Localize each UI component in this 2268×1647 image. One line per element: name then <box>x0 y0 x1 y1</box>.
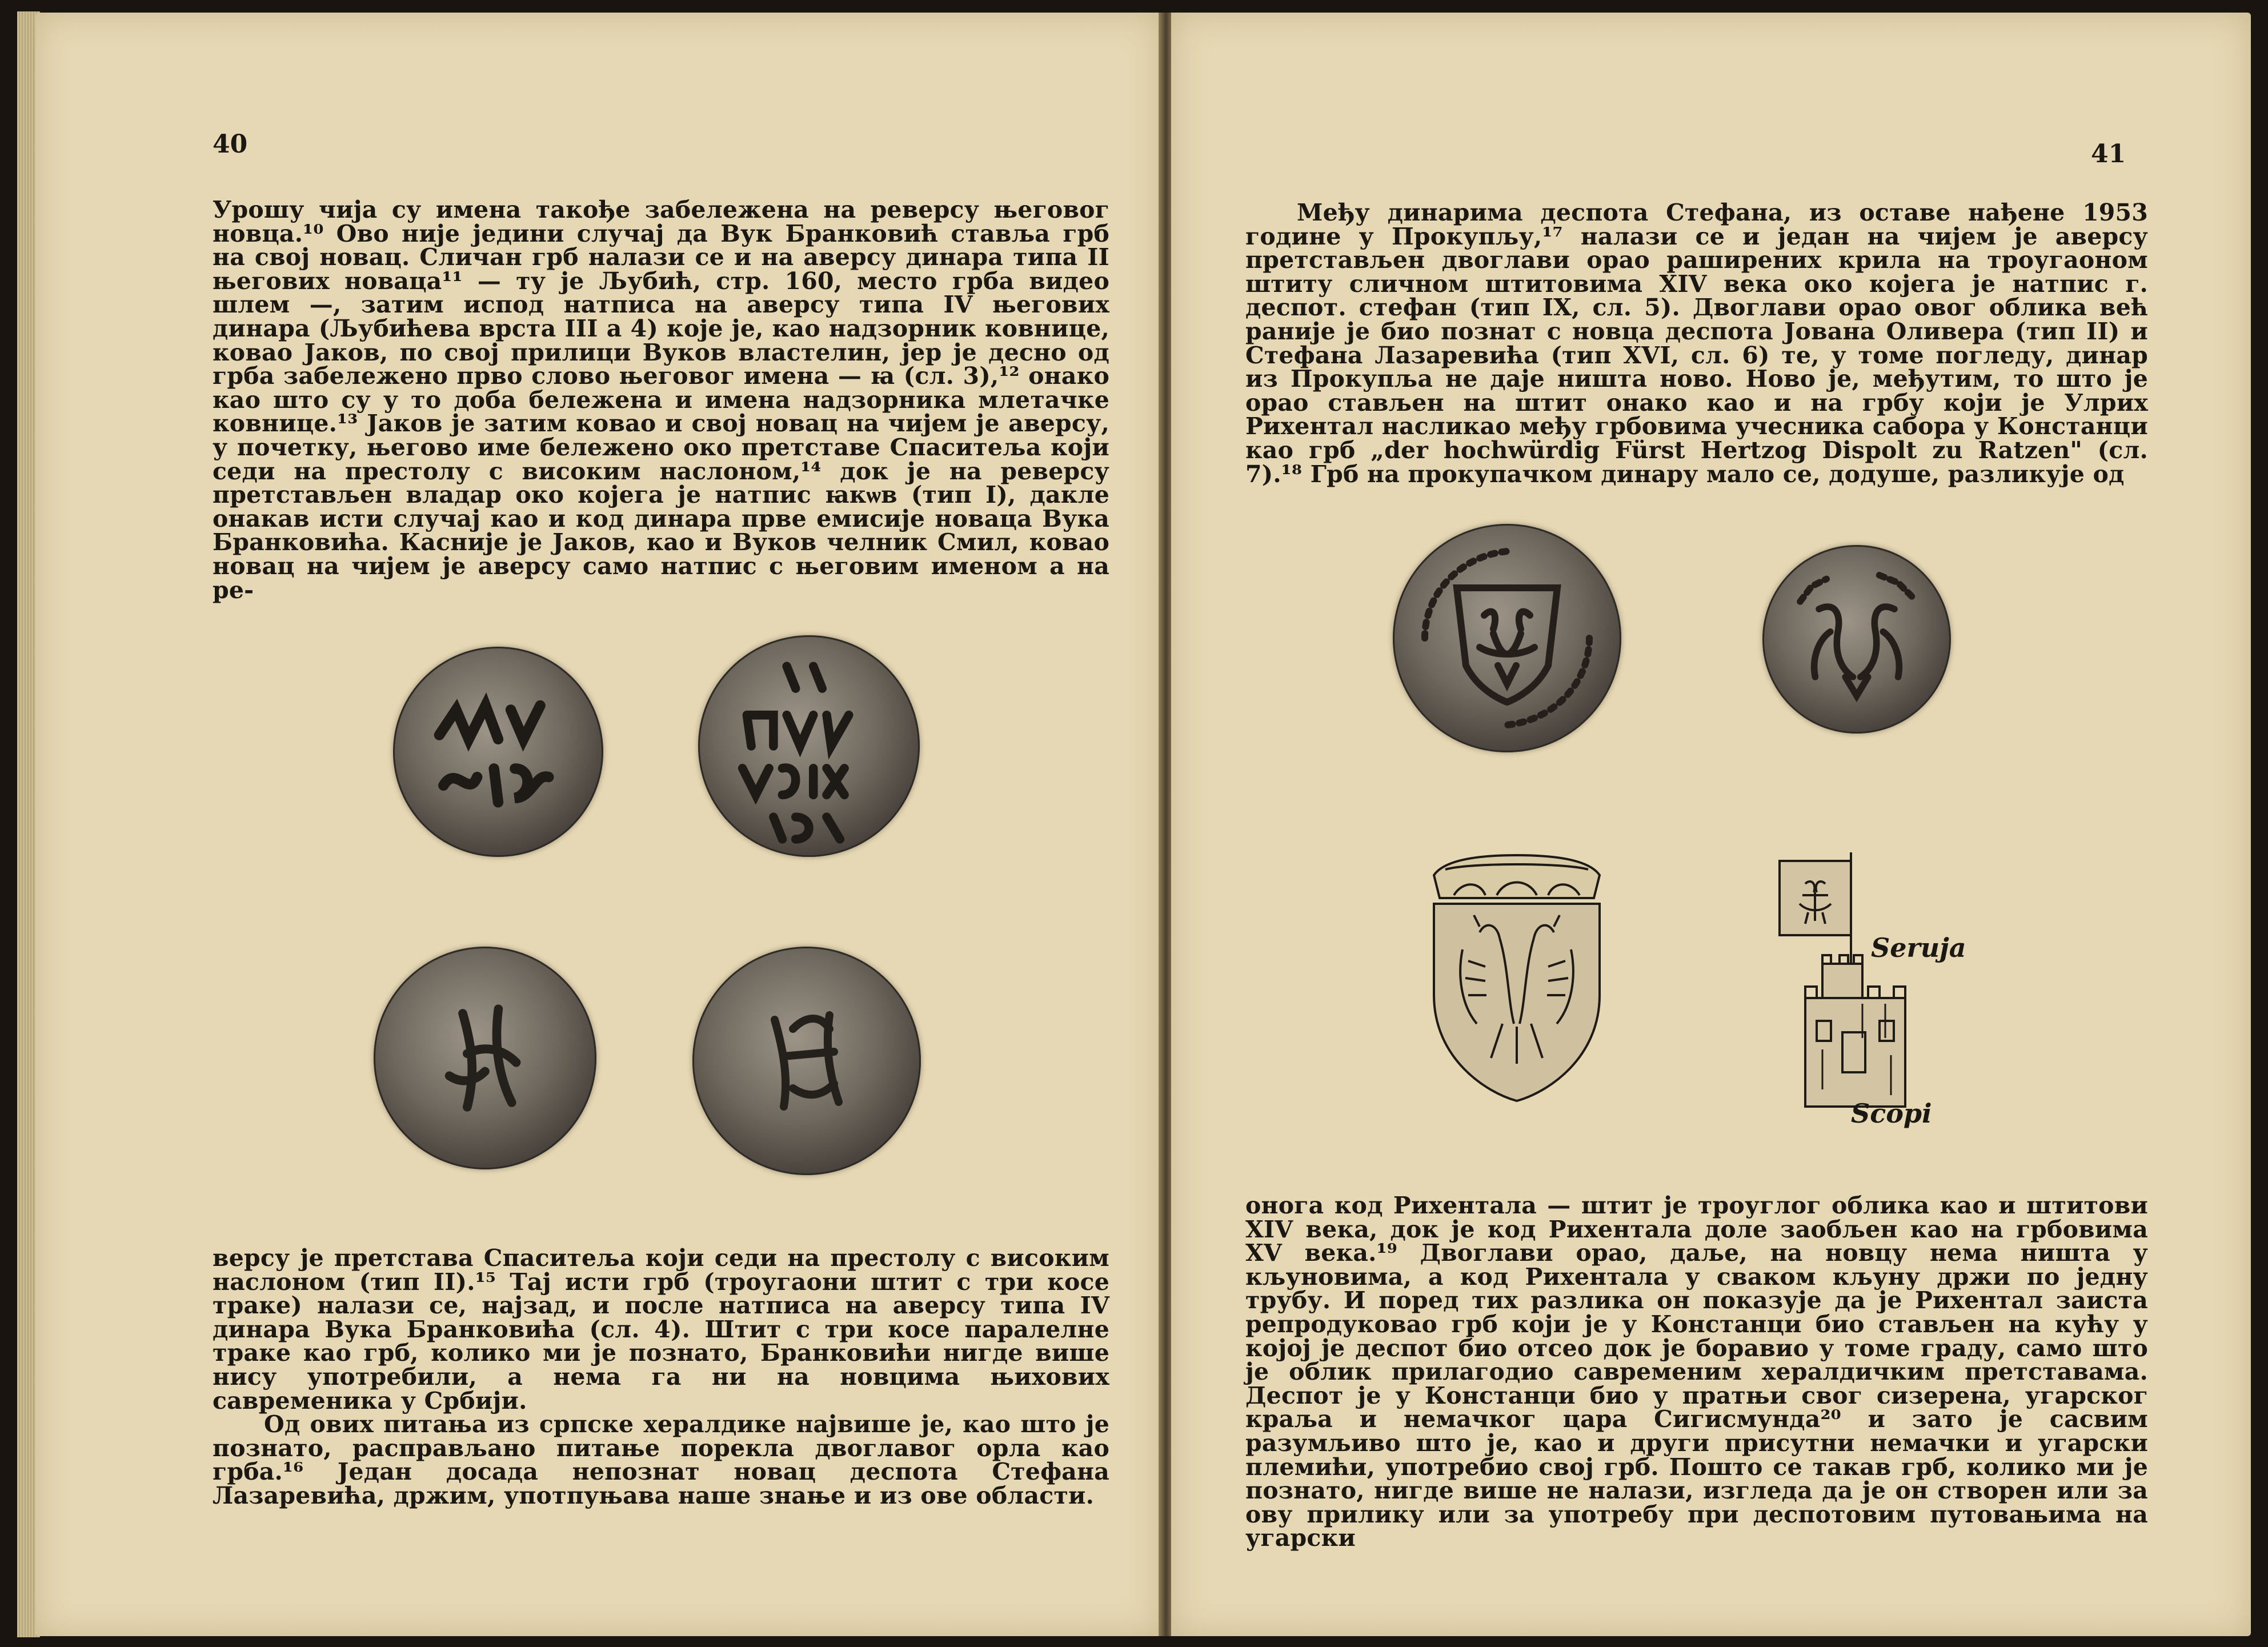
coin-1-obverse <box>393 647 603 857</box>
page-number-right: 41 <box>2091 139 2126 169</box>
coin-1-reverse <box>698 635 920 857</box>
right-paragraph-1: Међу динарима деспота Стефана, из оставе нађене 1953 године у Прокупљу,¹⁷ налази се и један на чијем је аверсу претстављен двоглави орао раширених крила на троугаоном штиту сличном штитовима XIV века око којега је натпис г. деспот. стефан (тип IX, сл. 5). Двоглави орао овог облика већ раније је био познат с новца деспота Јована Оливера (тип II) и Стефана Лазаревића (тип XVI, сл. 6) те, у томе погледу, динар из Прокупља не даје ништа ново. Ново је, међутим, то што је орао стављен на штит онако као и на грбу који је Улрих Рихентал насликао међу грбовима учесника сабора у Констанци као грб „der hochwürdig Fürst Hertzog Dispolt zu Ratzen" (сл. 7).¹⁸ Грб на прокупачком динару мало се, додуше, разликује од <box>1245 199 2148 488</box>
right-paragraph-2: онога код Рихентала — штит је троуглог облика као и штитови XIV века, док је код Рихентала доле заобљен као на грбовима XV века.¹⁹ Двоглави орао, даље, на новцу нема ништа у кљуновима, а код Рихентала у сваком кљуну држи по једну трубу. И поред тих разлика он показује да је Рихентал заиста репродуковао грб који је у Констанци био стављен на кућу у којој је деспот био отсео док је боравио у томе граду, само што је облик прилагодио савременим хералдичким претставама. Деспот је у Констанци био у пратњи свог сизерена, угарског краља и немачког цара Сигисмунда²⁰ и зато је сасвим разумљиво што је, као и други присутни немачки и угарски племићи, употребио свој грб. Пошто се такав грб, колико ми је познато, нигде више не налази, изгледа да је он створен или за ову прилику или за употребу при деспотовим путовањима на угарски <box>1245 1192 2148 1552</box>
left-paragraph-2: версу је претстава Спаситеља који седи на престолу с високим наслоном (тип II).¹⁵ Тај исти грб (троугаони штит с три косе траке) налази се, најзад, и после натписа на аверсу типа IV динара Вука Бранковића (сл. 4). Штит с три косе паралелне траке као грб, колико ми је познато, Бранковићи нигде више нису употребили, а нема га ни на новцима њихових савременика у Србији. <box>213 1244 1109 1414</box>
coin-2-obverse <box>374 947 596 1169</box>
right-text-bottom <box>1245 1194 2148 1550</box>
coin-eagle <box>1762 545 1951 734</box>
left-page <box>35 13 1161 1636</box>
coin-2-reverse <box>692 947 921 1175</box>
right-text-top <box>1245 201 2148 486</box>
left-text-top <box>213 198 1109 602</box>
flag-caption: Seruja <box>1871 932 1966 963</box>
right-page <box>1171 13 2251 1636</box>
left-paragraph-1: Урошу чија су имена такође забележена на реверсу његовог новца.¹⁰ Ово није једини случај да Вук Бранковић ставља грб на свој новац. Сличан грб налази се и на аверсу динара типа II његових новаца¹¹ — ту је Љубић, стр. 160, место грба видео шлем —, затим испод натписа на аверсу типа IV његових динара (Љубићева врста III а 4) које је, као надзорник ковнице, ковао Јаков, по свој прилици Вуков властелин, јер је десно од грба забележено прво слово његовог имена — ꙗ (сл. 3),¹² онако као што су у то доба бележена и имена надзорника млетачке ковнице.¹³ Јаков је затим ковао и свој новац на чијем је аверсу, у почетку, његово име бележено око претставе Спаситеља који седи на престолу с високим наслоном,¹⁴ док је на реверсу претстављен владар око којега је натпис ꙗкѡв (тип I), дакле онакав исти случај као и код динара прве емисије новаца Вука Бранковића. Касније је Јаков, као и Вуков челник Смил, ковао новац на чијем је аверсу само натпис с његовим именом а на ре- <box>213 196 1109 604</box>
flag-and-city-drawing <box>1748 849 1988 1135</box>
left-text-bottom <box>213 1244 1109 1509</box>
city-caption: Scopi <box>1851 1098 1932 1129</box>
page-number-left: 40 <box>213 130 248 159</box>
coin-eagle-shield <box>1393 524 1621 752</box>
left-paragraph-3: Од ових питања из српске хералдике највише је, као што је познато, расправљано питање порекла двоглавог орла као грба.¹⁶ Један досада непознат новац деспота Стефана Лазаревића, држим, употпуњава наше знање и из ове области. <box>213 1410 1109 1509</box>
richental-coat-of-arms <box>1422 852 1611 1104</box>
